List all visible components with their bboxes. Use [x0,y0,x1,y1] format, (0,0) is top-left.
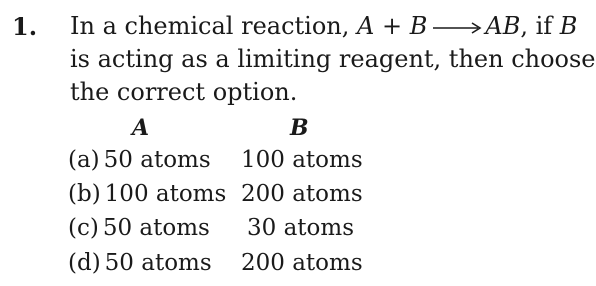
option-a[interactable] [68,145,363,175]
option-c-value-a: 50 atoms [102,215,210,241]
option-label: (d) [68,250,101,276]
option-b-value-a: 100 atoms [104,181,227,207]
stem-line-1-var: B [559,12,578,40]
option-d-value-a: 50 atoms [104,250,212,276]
option-a-value-b: 100 atoms [241,147,363,173]
stem-line-1 [70,10,578,43]
column-header-a: A [132,115,150,141]
question-number: 1. [12,12,38,41]
equation-reactants: A + B [357,12,428,40]
reaction-arrow-icon [431,21,483,35]
option-b[interactable] [68,179,363,209]
stem-line-1-pre: In a chemical reaction, [70,12,358,40]
equation-product: AB [485,12,521,40]
option-label: (a) [68,147,100,173]
option-a-value-a: 50 atoms [103,147,211,173]
stem-line-3: the correct option. [70,78,298,106]
option-c-value-b: 30 atoms [247,215,354,241]
option-b-value-b: 200 atoms [241,181,363,207]
column-header-b: B [290,115,309,141]
stem-line-1-post: , if [520,12,560,40]
option-label: (b) [68,181,101,207]
option-d[interactable] [68,248,363,278]
option-c[interactable] [68,213,354,243]
option-d-value-b: 200 atoms [241,250,363,276]
stem-line-2: is acting as a limiting reagent, then choose [70,45,596,73]
option-label: (c) [68,215,99,241]
question-stem [70,10,596,109]
